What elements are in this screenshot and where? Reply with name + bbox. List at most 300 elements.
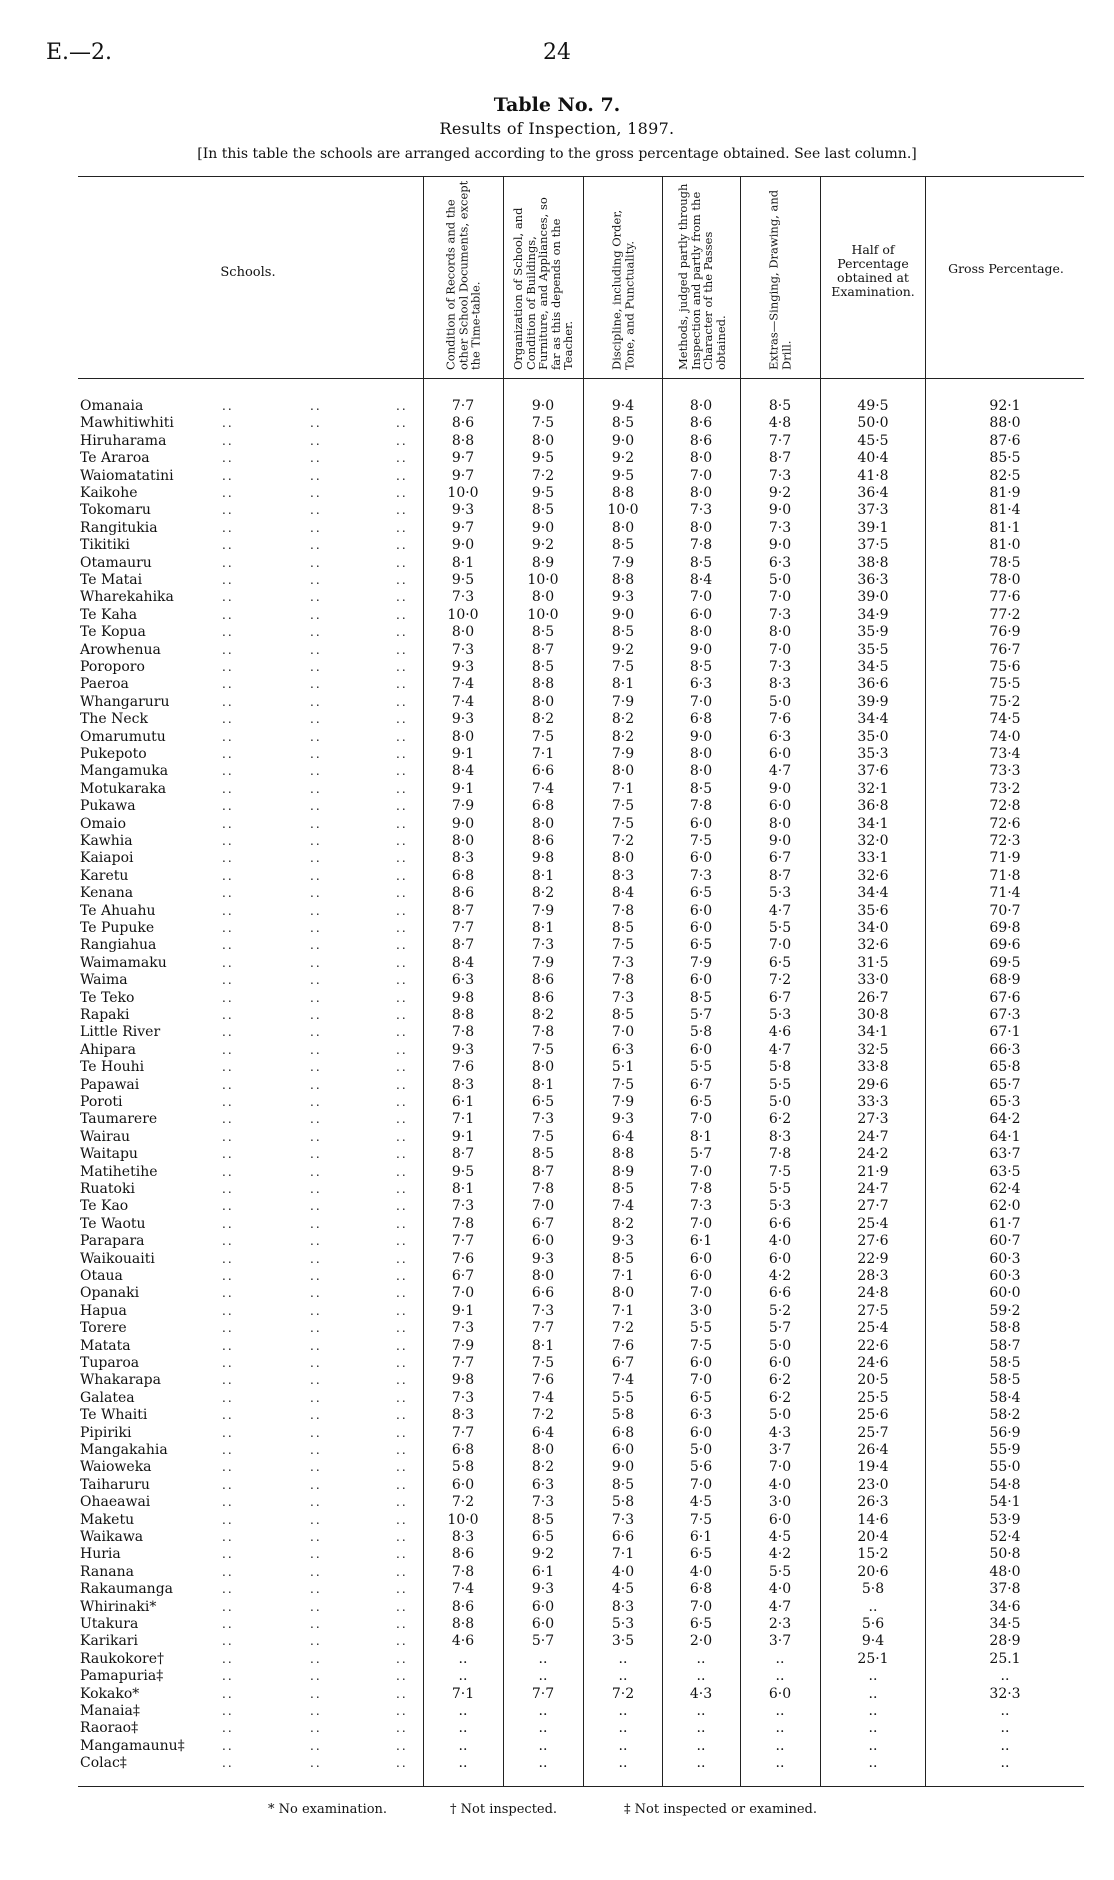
extras-value: ..: [775, 1755, 785, 1772]
organization-value: 7·5: [531, 1355, 555, 1371]
leader-dots: ..: [396, 1303, 408, 1318]
leader-dots: ..: [310, 1582, 322, 1597]
table-row: [0, 1512, 1114, 1529]
leader-dots: ..: [222, 433, 234, 448]
gross-percentage-value: 34·6: [989, 1598, 1021, 1615]
school-name: Waimamaku: [80, 954, 167, 971]
leader-dots: ..: [310, 1704, 322, 1718]
half-percentage-value: 35·3: [857, 746, 889, 762]
records-value: 8·6: [451, 1598, 475, 1615]
gross-percentage-value: 48·0: [989, 1563, 1021, 1580]
gross-percentage-value: 67·3: [989, 1007, 1021, 1023]
half-percentage-value: 19·4: [857, 1459, 889, 1476]
leader-dots: ..: [222, 590, 234, 605]
half-percentage-value: 32·0: [857, 833, 889, 849]
half-percentage-value: 27·3: [857, 1111, 889, 1128]
leader-dots: ..: [310, 1408, 322, 1423]
leader-dots: ..: [396, 1599, 408, 1614]
methods-value: 8·0: [689, 746, 713, 762]
gross-percentage-value: 65·7: [989, 1076, 1021, 1093]
discipline-value: 9·0: [611, 1459, 635, 1476]
leader-dots: ..: [396, 1634, 408, 1649]
organization-value: 8·9: [531, 554, 555, 571]
leader-dots: ..: [310, 1147, 322, 1162]
school-name: Torere: [80, 1320, 127, 1337]
methods-value: 5·5: [689, 1320, 713, 1337]
organization-value: 7·5: [531, 728, 555, 745]
discipline-value: 8·0: [611, 1285, 635, 1302]
leader-dots: ..: [396, 1042, 408, 1057]
leader-dots: ..: [396, 1564, 408, 1579]
records-value: 8·8: [451, 1007, 475, 1023]
records-value: 7·3: [451, 1320, 475, 1337]
discipline-value: 7·9: [611, 746, 635, 762]
methods-value: 5·5: [689, 1059, 713, 1076]
extras-value: 5·0: [768, 1337, 792, 1354]
organization-value: ..: [538, 1703, 548, 1719]
leader-dots: ..: [222, 1425, 234, 1440]
leader-dots: ..: [310, 1756, 322, 1771]
gross-percentage-value: 58·4: [989, 1389, 1021, 1406]
leader-dots: ..: [310, 903, 322, 918]
school-name: Otaua: [80, 1268, 123, 1284]
gross-percentage-value: 72·3: [989, 833, 1021, 849]
organization-value: 8·0: [531, 1442, 555, 1458]
half-percentage-value: 38·8: [857, 554, 889, 571]
extras-value: 6·2: [768, 1111, 792, 1128]
table-row: [0, 1198, 1114, 1215]
leader-dots: ..: [310, 503, 322, 518]
half-percentage-value: 31·5: [857, 954, 889, 971]
half-percentage-value: ..: [868, 1668, 878, 1685]
organization-value: 7·8: [531, 1024, 555, 1041]
school-name: Mangamuka: [80, 763, 169, 780]
leader-dots: ..: [396, 451, 408, 466]
leader-dots: ..: [222, 1077, 234, 1092]
table-row: [0, 537, 1114, 554]
leader-dots: ..: [310, 729, 322, 744]
table-row: [0, 1372, 1114, 1389]
leader-dots: ..: [222, 1269, 234, 1283]
records-header: Condition of Records and the other School Documents, except the Time-table.: [443, 180, 483, 370]
organization-value: 7·8: [531, 1181, 555, 1197]
methods-value: ..: [696, 1720, 706, 1737]
extras-value: 8·0: [768, 815, 792, 832]
half-percentage-value: 39·0: [857, 589, 889, 606]
discipline-value: ..: [618, 1650, 628, 1667]
table-row: [0, 1633, 1114, 1650]
school-name: Matihetihe: [80, 1163, 158, 1180]
school-name: Waitapu: [80, 1146, 138, 1163]
records-value: 9·7: [451, 519, 475, 536]
records-value: 8·8: [451, 432, 475, 449]
table-row: [0, 1007, 1114, 1024]
gross-percentage-value: 75·5: [989, 676, 1021, 693]
gross-percentage-value: 60·0: [989, 1285, 1021, 1302]
methods-value: 5·8: [689, 1024, 713, 1041]
methods-value: 6·1: [689, 1233, 713, 1250]
table-row: [0, 816, 1114, 833]
methods-value: 6·5: [689, 1546, 713, 1563]
gross-percentage-value: 67·6: [989, 989, 1021, 1006]
half-percentage-value: 25·5: [857, 1389, 889, 1406]
gross-percentage-value: 81·1: [989, 519, 1021, 536]
methods-value: 6·0: [689, 815, 713, 832]
discipline-value: 9·4: [611, 398, 635, 414]
leader-dots: ..: [222, 1669, 234, 1684]
gross-percentage-value: 75·6: [989, 659, 1021, 675]
leader-dots: ..: [222, 921, 234, 935]
leader-dots: ..: [310, 1721, 322, 1736]
records-value: 8·6: [451, 415, 475, 432]
organization-value: 10·0: [527, 606, 559, 623]
half-percentage-value: 20·5: [857, 1372, 889, 1389]
discipline-value: 7·5: [611, 815, 635, 832]
leader-dots: ..: [396, 955, 408, 970]
leader-dots: ..: [222, 1582, 234, 1597]
footnote-not-inspected: † Not inspected.: [450, 1802, 558, 1817]
gross-percentage-value: 52·4: [989, 1529, 1021, 1545]
extras-value: 7·3: [768, 467, 792, 484]
school-name: Parapara: [80, 1233, 145, 1250]
table-row: [0, 1564, 1114, 1581]
table-row: [0, 1146, 1114, 1163]
leader-dots: ..: [310, 834, 322, 848]
leader-dots: ..: [396, 1408, 408, 1423]
leader-dots: ..: [222, 1495, 234, 1510]
methods-value: 4·0: [689, 1563, 713, 1580]
discipline-value: ..: [618, 1703, 628, 1719]
table-row: [0, 903, 1114, 920]
leader-dots: ..: [310, 1599, 322, 1614]
records-value: 8·1: [451, 554, 475, 571]
methods-value: 6·0: [689, 850, 713, 867]
leader-dots: ..: [310, 1443, 322, 1457]
table-row: [0, 694, 1114, 711]
discipline-value: 7·1: [611, 1268, 635, 1284]
extras-value: 6·6: [768, 1215, 792, 1232]
school-name: Motukaraka: [80, 780, 167, 797]
leader-dots: ..: [310, 1617, 322, 1631]
leader-dots: ..: [396, 607, 408, 622]
gross-percentage-value: 60·7: [989, 1233, 1021, 1250]
leader-dots: ..: [310, 955, 322, 970]
table-row: [0, 1111, 1114, 1128]
table-row: [0, 798, 1114, 815]
leader-dots: ..: [222, 1704, 234, 1718]
discipline-value: 7·4: [611, 1372, 635, 1389]
school-name: Galatea: [80, 1389, 135, 1406]
records-value: 7·3: [451, 589, 475, 606]
discipline-value: ..: [618, 1737, 628, 1754]
half-percentage-value: 21·9: [857, 1163, 889, 1180]
school-name: Tuparoa: [80, 1355, 140, 1371]
discipline-value: 7·5: [611, 798, 635, 815]
leader-dots: ..: [222, 1008, 234, 1022]
records-value: 8·1: [451, 1181, 475, 1197]
records-value: 8·8: [451, 1616, 475, 1632]
leader-dots: ..: [222, 1112, 234, 1127]
leader-dots: ..: [310, 1512, 322, 1527]
methods-value: 6·5: [689, 1389, 713, 1406]
extras-value: 7·0: [768, 937, 792, 954]
table-row: [0, 1077, 1114, 1094]
school-name: Omanaia: [80, 398, 144, 414]
organization-value: 8·5: [531, 659, 555, 675]
discipline-value: 8·5: [611, 1181, 635, 1197]
leader-dots: ..: [222, 1095, 234, 1109]
methods-value: 6·8: [689, 711, 713, 728]
organization-value: 8·7: [531, 641, 555, 658]
leader-dots: ..: [396, 764, 408, 779]
school-name: Colac‡: [80, 1755, 127, 1772]
discipline-value: 4·0: [611, 1563, 635, 1580]
leader-dots: ..: [310, 1495, 322, 1510]
extras-value: 5·5: [768, 1563, 792, 1580]
records-value: 9·8: [451, 1372, 475, 1389]
half-percentage-value: 35·6: [857, 902, 889, 919]
organization-value: 8·2: [531, 885, 555, 902]
gross-percentage-value: 60·3: [989, 1250, 1021, 1267]
leader-dots: ..: [222, 1060, 234, 1075]
records-value: 7·6: [451, 1059, 475, 1076]
leader-dots: ..: [310, 694, 322, 709]
organization-value: 8·5: [531, 502, 555, 519]
discipline-value: 5·3: [611, 1616, 635, 1632]
table-row: [0, 659, 1114, 676]
half-percentage-value: ..: [868, 1720, 878, 1737]
leader-dots: ..: [396, 1721, 408, 1736]
leader-dots: ..: [396, 1477, 408, 1492]
extras-value: 4·7: [768, 763, 792, 780]
school-name: Rangiahua: [80, 937, 157, 954]
organization-value: 7·5: [531, 1128, 555, 1145]
gross-percentage-value: 77·2: [989, 606, 1021, 623]
records-value: 9·3: [451, 502, 475, 519]
school-name: Paeroa: [80, 676, 129, 693]
discipline-value: 7·2: [611, 1320, 635, 1337]
organization-value: 8·2: [531, 1459, 555, 1476]
gross-percentage-value: 74·5: [989, 711, 1021, 728]
leader-dots: ..: [396, 1112, 408, 1127]
organization-value: 8·5: [531, 1146, 555, 1163]
organization-value: 8·7: [531, 1163, 555, 1180]
records-value: ..: [458, 1650, 468, 1667]
school-name: Poroti: [80, 1094, 123, 1110]
methods-value: 6·0: [689, 972, 713, 989]
leader-dots: ..: [310, 921, 322, 935]
extras-value: 6·0: [768, 1511, 792, 1528]
half-percentage-value: 39·1: [857, 519, 889, 536]
table-row: [0, 1494, 1114, 1511]
leader-dots: ..: [310, 799, 322, 814]
leader-dots: ..: [222, 486, 234, 500]
leader-dots: ..: [222, 503, 234, 518]
school-name: Ruatoki: [80, 1181, 135, 1197]
school-name: Papawai: [80, 1076, 140, 1093]
organization-value: 5·7: [531, 1633, 555, 1650]
table-row: [0, 1459, 1114, 1476]
gross-percentage-value: 25.1: [989, 1650, 1021, 1667]
leader-dots: ..: [222, 1338, 234, 1353]
leader-dots: ..: [310, 781, 322, 796]
leader-dots: ..: [310, 1651, 322, 1666]
half-percentage-value: ..: [868, 1737, 878, 1754]
extras-value: 5·7: [768, 1320, 792, 1337]
gross-percentage-value: 64·1: [989, 1128, 1021, 1145]
half-percentage-value: 20·4: [857, 1529, 889, 1545]
gross-percentage-value: 73·4: [989, 746, 1021, 762]
leader-dots: ..: [396, 747, 408, 761]
school-name: Kokako*: [80, 1685, 140, 1702]
discipline-value: 6·4: [611, 1128, 635, 1145]
extras-value: 8·7: [768, 450, 792, 467]
school-name: Maketu: [80, 1511, 135, 1528]
gross-percentage-value: 81·4: [989, 502, 1021, 519]
table-row: [0, 1720, 1114, 1737]
half-percentage-value: 25·4: [857, 1215, 889, 1232]
half-percentage-value: 36·4: [857, 485, 889, 501]
leader-dots: ..: [222, 712, 234, 727]
leader-dots: ..: [222, 642, 234, 657]
leader-dots: ..: [396, 1686, 408, 1701]
half-percentage-value: 34·1: [857, 1024, 889, 1041]
half-percentage-value: 34·0: [857, 920, 889, 936]
table-row: [0, 833, 1114, 850]
school-name: Utakura: [80, 1616, 139, 1632]
records-value: 8·4: [451, 954, 475, 971]
records-value: 7·8: [451, 1563, 475, 1580]
extras-value: 6·0: [768, 746, 792, 762]
organization-value: 7·9: [531, 902, 555, 919]
records-value: 7·3: [451, 641, 475, 658]
records-value: 7·2: [451, 1494, 475, 1511]
extras-value: 5·0: [768, 1094, 792, 1110]
gross-percentage-value: 65·3: [989, 1094, 1021, 1110]
leader-dots: ..: [310, 1164, 322, 1179]
organization-value: 8·1: [531, 1076, 555, 1093]
table-row: [0, 415, 1114, 432]
methods-value: 7·9: [689, 954, 713, 971]
half-percentage-value: 24·6: [857, 1355, 889, 1371]
methods-value: 8·5: [689, 554, 713, 571]
school-name: Tokomaru: [80, 502, 151, 519]
gross-percentage-value: 76·9: [989, 624, 1021, 641]
leader-dots: ..: [396, 921, 408, 935]
methods-value: 6·0: [689, 1041, 713, 1058]
school-name: Waikawa: [80, 1529, 144, 1545]
extras-value: 5·5: [768, 1181, 792, 1197]
leader-dots: ..: [396, 660, 408, 674]
organization-value: 7·4: [531, 780, 555, 797]
table-row: [0, 1268, 1114, 1285]
methods-value: 7·8: [689, 537, 713, 554]
leader-dots: ..: [222, 1460, 234, 1475]
leader-dots: ..: [222, 1477, 234, 1492]
school-name: Te Pupuke: [80, 920, 155, 936]
gross-percentage-value: 72·6: [989, 815, 1021, 832]
extras-value: 4·2: [768, 1546, 792, 1563]
gross-percentage-value: 72·8: [989, 798, 1021, 815]
records-value: 10·0: [447, 1511, 479, 1528]
half-percentage-value: 33·0: [857, 972, 889, 989]
methods-value: ..: [696, 1737, 706, 1754]
extras-value: 8·3: [768, 1128, 792, 1145]
leader-dots: ..: [396, 694, 408, 709]
leader-dots: ..: [222, 694, 234, 709]
leader-dots: ..: [222, 1408, 234, 1423]
gross-percentage-value: 62·4: [989, 1181, 1021, 1197]
records-value: 6·1: [451, 1094, 475, 1110]
records-value: 9·7: [451, 450, 475, 467]
discipline-value: 8·1: [611, 676, 635, 693]
leader-dots: ..: [396, 503, 408, 518]
methods-value: 7·0: [689, 1111, 713, 1128]
organization-value: 9·3: [531, 1250, 555, 1267]
leader-dots: ..: [222, 1512, 234, 1527]
leader-dots: ..: [396, 799, 408, 814]
gross-percentage-value: 67·1: [989, 1024, 1021, 1041]
discipline-value: 8·5: [611, 624, 635, 641]
extras-value: 3·7: [768, 1442, 792, 1458]
table-row: [0, 1285, 1114, 1302]
leader-dots: ..: [310, 1669, 322, 1684]
leader-dots: ..: [396, 781, 408, 796]
footnote-not-inspected-or-examined: ‡ Not inspected or examined.: [624, 1802, 818, 1817]
organization-value: 6·4: [531, 1424, 555, 1441]
extras-value: 4·0: [768, 1581, 792, 1598]
records-value: ..: [458, 1703, 468, 1719]
leader-dots: ..: [222, 1321, 234, 1336]
discipline-value: 7·8: [611, 972, 635, 989]
half-percentage-value: 35·9: [857, 624, 889, 641]
records-value: 8·0: [451, 833, 475, 849]
leader-dots: ..: [310, 1042, 322, 1057]
leader-dots: ..: [396, 1164, 408, 1179]
methods-value: 7·0: [689, 1215, 713, 1232]
leader-dots: ..: [310, 973, 322, 988]
methods-value: ..: [696, 1755, 706, 1772]
extras-value: 4·7: [768, 1598, 792, 1615]
leader-dots: ..: [222, 1530, 234, 1544]
gross-percentage-value: 58·7: [989, 1337, 1021, 1354]
methods-value: 8·0: [689, 624, 713, 641]
leader-dots: ..: [310, 1634, 322, 1649]
half-percentage-value: 37·6: [857, 763, 889, 780]
extras-value: 6·7: [768, 850, 792, 867]
leader-dots: ..: [222, 1390, 234, 1405]
half-percentage-value: 34·4: [857, 885, 889, 902]
leader-dots: ..: [310, 1129, 322, 1144]
leader-dots: ..: [222, 1756, 234, 1771]
methods-value: ..: [696, 1668, 706, 1685]
leader-dots: ..: [310, 1373, 322, 1388]
methods-header: Methods, judged partly through Inspection and partly from the Character of the Passes obtained.: [676, 183, 728, 370]
table-row: [0, 850, 1114, 867]
school-name: Whakarapa: [80, 1372, 161, 1389]
organization-value: 8·5: [531, 1511, 555, 1528]
leader-dots: ..: [396, 973, 408, 988]
extras-value: ..: [775, 1650, 785, 1667]
table-row: [0, 746, 1114, 763]
discipline-value: ..: [618, 1668, 628, 1685]
leader-dots: ..: [310, 468, 322, 483]
records-value: 7·7: [451, 1355, 475, 1371]
gross-percentage-value: 76·7: [989, 641, 1021, 658]
leader-dots: ..: [310, 1338, 322, 1353]
table-row: [0, 1164, 1114, 1181]
organization-value: 7·0: [531, 1198, 555, 1215]
